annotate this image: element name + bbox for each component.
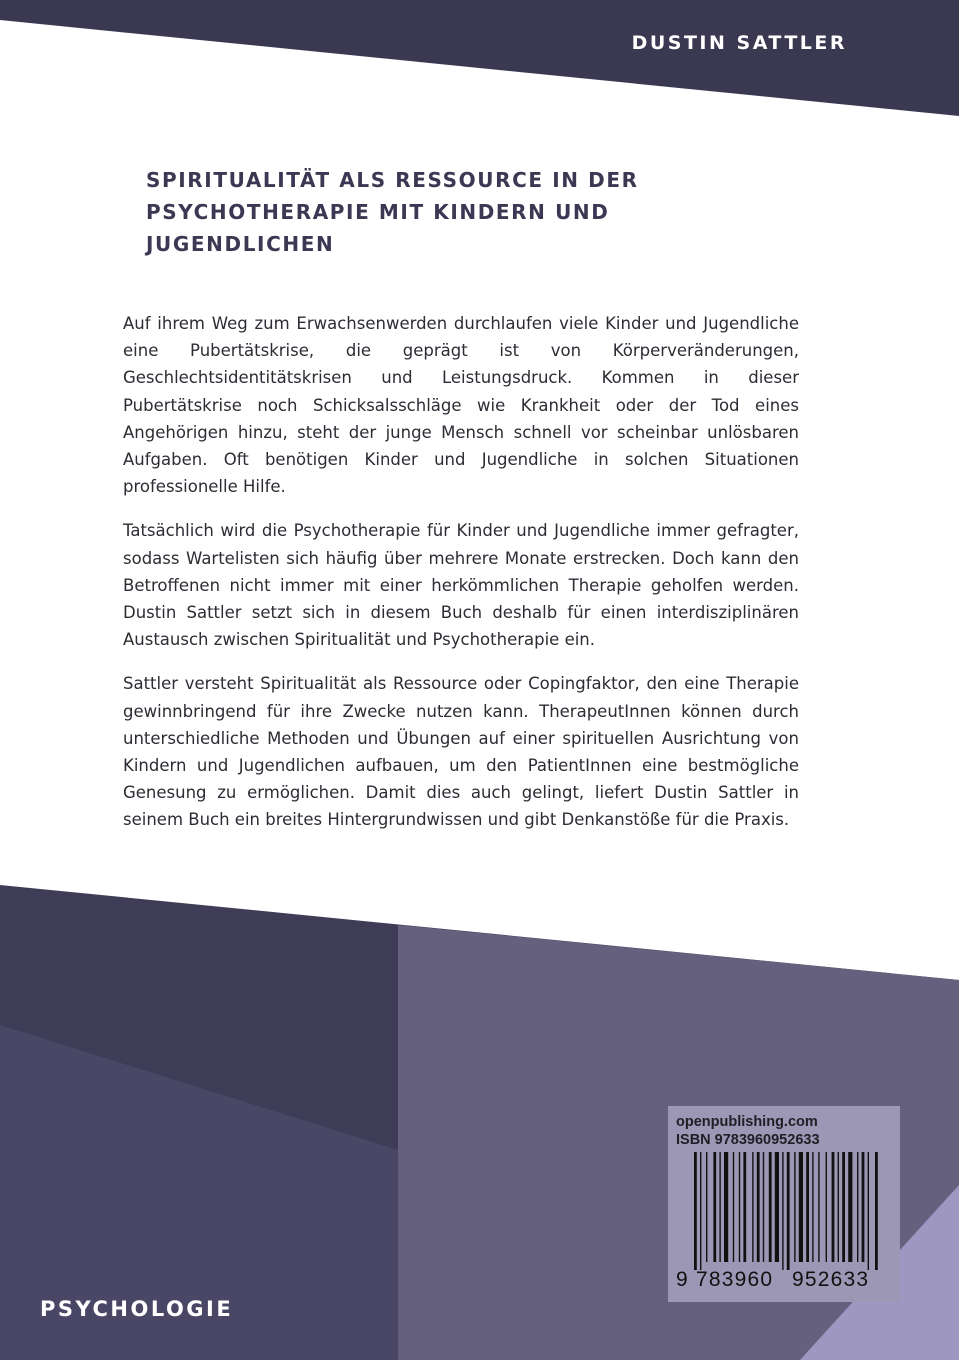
barcode-bar bbox=[713, 1152, 716, 1262]
barcode-bar bbox=[700, 1152, 701, 1270]
barcode-digits-group-2: 952633 bbox=[792, 1268, 870, 1291]
blurb-paragraph-2: Tatsächlich wird die Psychotherapie für Kinder und Jugendliche immer gefragter, sodass Wartelisten sich häufig über mehrere Monate erstrecken. Doch kann den Betroffenen nicht immer mit einer herkömmlichen Therapie geholfen werden. Dustin Sattler setzt sich in diesem Buch deshalb für einen interdisziplinären Austausch zwischen Spiritualität und Psychotherapie ein. bbox=[123, 521, 799, 650]
barcode-bar bbox=[868, 1152, 869, 1270]
barcode-bar bbox=[719, 1152, 720, 1262]
barcode-bar bbox=[787, 1152, 790, 1270]
barcode-bar bbox=[806, 1152, 809, 1262]
barcode-bar bbox=[724, 1152, 728, 1262]
barcode-bar bbox=[739, 1152, 740, 1262]
barcode-bar bbox=[775, 1152, 779, 1262]
barcode-bar bbox=[848, 1152, 852, 1262]
barcode-bars bbox=[694, 1152, 878, 1270]
barcode-bar bbox=[818, 1152, 819, 1262]
barcode-bar bbox=[857, 1152, 858, 1262]
blurb-paragraph-1: Auf ihrem Weg zum Erwachsenwerden durchlaufen viele Kinder und Jugendliche eine Pubertätskrise, die geprägt ist von Körperveränderungen, Geschlechtsidentitätskrisen und Leistungsdruck. Kommen in dieser Pubertätskrise noch Schicksalsschläge wie Krankheit oder der Tod eines Angehörigen hinzu, steht der junge Mensch schnell vor scheinbar unlösbaren Aufgaben. Oft benötigen Kinder und Jugendliche in solchen Situationen professionelle Hilfe. bbox=[123, 314, 799, 497]
barcode-bar bbox=[862, 1152, 865, 1262]
publisher-website: openpublishing.com bbox=[676, 1114, 818, 1130]
barcode-bar bbox=[812, 1152, 813, 1262]
isbn-barcode bbox=[676, 1152, 896, 1292]
barcode-bar bbox=[838, 1152, 839, 1262]
barcode-bar bbox=[794, 1152, 795, 1262]
barcode-bar bbox=[743, 1152, 746, 1262]
barcode-bar bbox=[842, 1152, 845, 1262]
barcode-bar bbox=[694, 1152, 697, 1270]
barcode-bar bbox=[832, 1152, 835, 1262]
book-title: SPIRITUALITÄT ALS RESSOURCE IN DER PSYCHOTHERAPIE MIT KINDERN UND JUGENDLICHEN bbox=[146, 168, 639, 256]
barcode-bar bbox=[757, 1152, 760, 1262]
author-name: DUSTIN SATTLER bbox=[631, 32, 847, 54]
isbn-label: ISBN 9783960952633 bbox=[676, 1132, 820, 1148]
category-label: PSYCHOLOGIE bbox=[40, 1297, 234, 1321]
blurb-paragraph-3: Sattler versteht Spiritualität als Ressource oder Copingfaktor, den eine Therapie gewinnbringend für ihre Zwecke nutzen kann. TherapeutInnen können durch unterschiedliche Methoden und Übungen auf einer spirituellen Ausrichtung von Kindern und Jugendlichen aufbauen, um den PatientInnen eine bestmögliche Genesung zu ermöglichen. Damit dies auch gelingt, liefert Dustin Sattler in seinem Buch ein breites Hintergrundwissen und gibt Denkanstöße für die Praxis. bbox=[123, 674, 799, 830]
barcode-digit-first: 9 bbox=[676, 1268, 688, 1291]
top-dark-band bbox=[0, 0, 959, 116]
barcode-bar bbox=[763, 1152, 764, 1262]
barcode-bar bbox=[799, 1152, 803, 1262]
publisher-info bbox=[676, 1113, 820, 1149]
barcode-bar bbox=[752, 1152, 753, 1262]
barcode-bar bbox=[733, 1152, 734, 1262]
blurb bbox=[123, 310, 799, 851]
barcode-bar bbox=[826, 1152, 827, 1262]
barcode-bar bbox=[875, 1152, 878, 1270]
barcode-bar bbox=[706, 1152, 707, 1262]
barcode-digits-group-1: 783960 bbox=[696, 1268, 774, 1291]
barcode-bar bbox=[782, 1152, 783, 1270]
barcode-bar bbox=[769, 1152, 772, 1262]
